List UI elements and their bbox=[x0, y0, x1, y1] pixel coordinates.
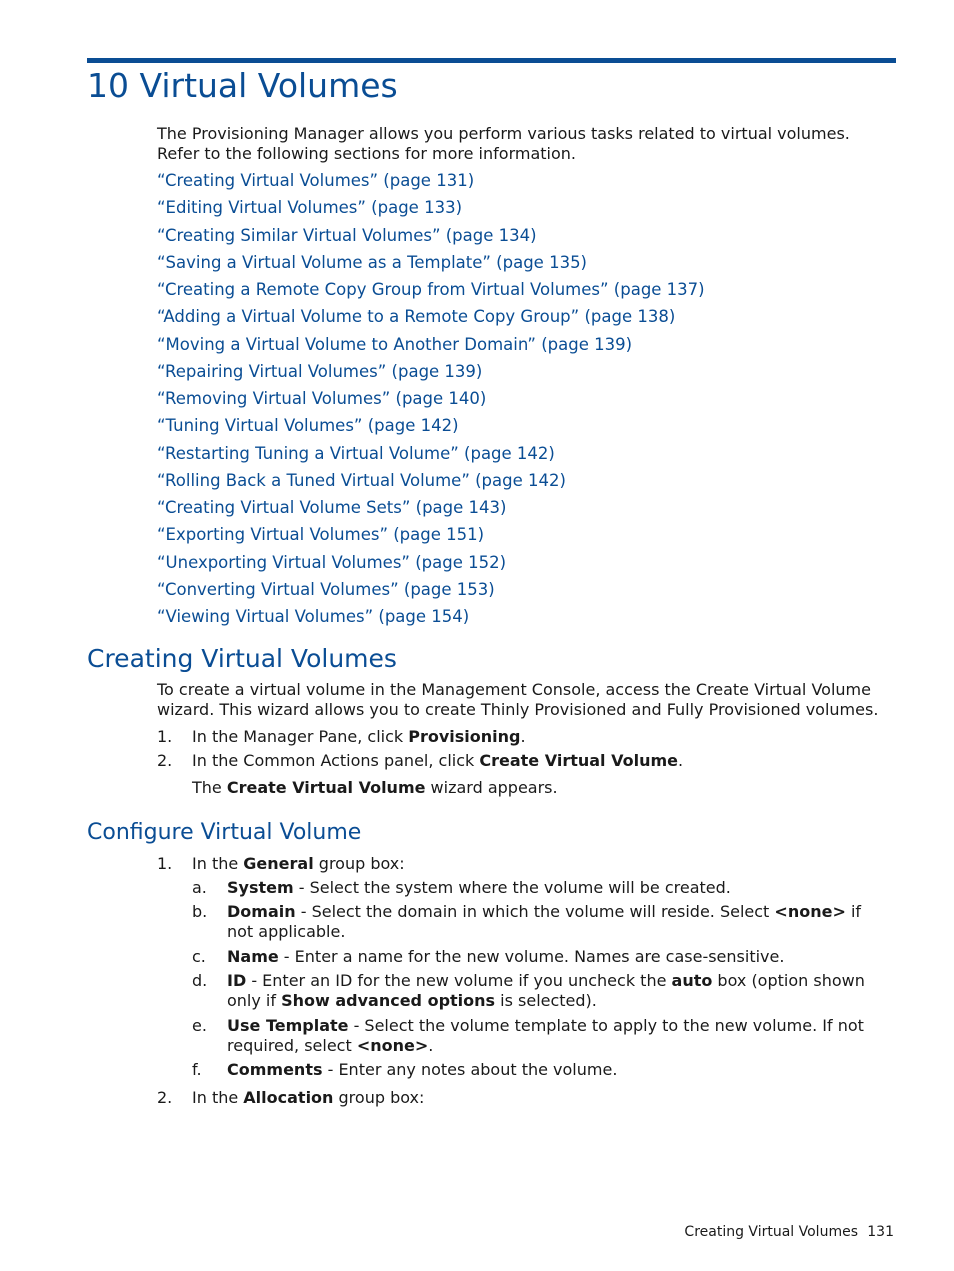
substep-letter: f. bbox=[192, 1060, 202, 1079]
intro-paragraph: The Provisioning Manager allows you perform various tasks related to virtual volumes. Refer to the following sections for more information. bbox=[157, 124, 850, 163]
substep-use-template: Use Template - Select the volume template to apply to the new volume. If not required, select <none>. bbox=[227, 1016, 864, 1055]
substep-letter: d. bbox=[192, 971, 208, 990]
footer-section-name: Creating Virtual Volumes bbox=[684, 1224, 858, 1240]
substep-domain: Domain - Select the domain in which the volume will reside. Select <none> if not applicable. bbox=[227, 902, 862, 941]
substep-letter: c. bbox=[192, 947, 206, 966]
step-number: 2. bbox=[157, 1088, 173, 1107]
link-viewing-virtual-volumes[interactable]: “Viewing Virtual Volumes” (page 154) bbox=[157, 607, 470, 626]
link-adding-to-remote-copy-group[interactable]: “Adding a Virtual Volume to a Remote Copy Group” (page 138) bbox=[157, 307, 676, 327]
section-link-list bbox=[157, 170, 705, 633]
section-title: Creating Virtual Volumes bbox=[87, 644, 397, 673]
step-result: The Create Virtual Volume wizard appears. bbox=[192, 778, 558, 797]
step-number: 1. bbox=[157, 727, 173, 746]
ui-term: General bbox=[243, 854, 314, 873]
link-creating-remote-copy-group[interactable]: “Creating a Remote Copy Group from Virtual Volumes” (page 137) bbox=[157, 280, 705, 299]
link-exporting-virtual-volumes[interactable]: “Exporting Virtual Volumes” (page 151) bbox=[157, 525, 485, 545]
ui-term: Create Virtual Volume bbox=[479, 751, 678, 770]
substep-letter: b. bbox=[192, 902, 208, 921]
step-number: 1. bbox=[157, 854, 173, 873]
ui-term: Allocation bbox=[243, 1088, 334, 1107]
substep-comments: Comments - Enter any notes about the volume. bbox=[227, 1060, 618, 1079]
ui-term: Provisioning bbox=[408, 727, 521, 746]
step-text: In the Allocation group box: bbox=[192, 1088, 425, 1107]
link-creating-virtual-volumes[interactable]: “Creating Virtual Volumes” (page 131) bbox=[157, 171, 475, 190]
section-intro: To create a virtual volume in the Management Console, access the Create Virtual Volume wizard. This wizard allows you to create Thinly Provisioned and Fully Provisioned volumes. bbox=[157, 680, 879, 719]
step-text: In the General group box: bbox=[192, 854, 405, 873]
link-unexporting-virtual-volumes[interactable]: “Unexporting Virtual Volumes” (page 152) bbox=[157, 552, 507, 572]
substep-letter: e. bbox=[192, 1016, 207, 1035]
ui-term: Create Virtual Volume bbox=[226, 778, 426, 797]
link-saving-virtual-volume-template[interactable]: “Saving a Virtual Volume as a Template” (page 135) bbox=[157, 252, 587, 272]
footer-page-number: 131 bbox=[867, 1224, 894, 1240]
substep-id: ID - Enter an ID for the new volume if you uncheck the auto box (option shown only if Show advanced options is selected). bbox=[227, 971, 865, 1010]
step-number: 2. bbox=[157, 751, 173, 770]
link-rolling-back-tuned[interactable]: “Rolling Back a Tuned Virtual Volume” (page 142) bbox=[157, 470, 566, 490]
link-removing-virtual-volumes[interactable]: “Removing Virtual Volumes” (page 140) bbox=[157, 389, 487, 408]
link-creating-similar-virtual-volumes[interactable]: “Creating Similar Virtual Volumes” (page 134) bbox=[157, 225, 537, 245]
substep-letter: a. bbox=[192, 878, 207, 897]
link-repairing-virtual-volumes[interactable]: “Repairing Virtual Volumes” (page 139) bbox=[157, 361, 483, 381]
link-editing-virtual-volumes[interactable]: “Editing Virtual Volumes” (page 133) bbox=[157, 198, 463, 218]
substep-system: System - Select the system where the volume will be created. bbox=[227, 878, 731, 897]
chapter-rule bbox=[87, 58, 896, 63]
step-text: In the Manager Pane, click Provisioning. bbox=[192, 727, 526, 746]
step-text: In the Common Actions panel, click Create Virtual Volume. bbox=[192, 751, 684, 770]
link-converting-virtual-volumes[interactable]: “Converting Virtual Volumes” (page 153) bbox=[157, 579, 495, 599]
link-creating-volume-sets[interactable]: “Creating Virtual Volume Sets” (page 143) bbox=[157, 498, 507, 517]
subsection-title: Configure Virtual Volume bbox=[87, 820, 362, 845]
chapter-title: 10 Virtual Volumes bbox=[87, 66, 398, 105]
link-moving-to-another-domain[interactable]: “Moving a Virtual Volume to Another Domain” (page 139) bbox=[157, 334, 633, 354]
substep-name: Name - Enter a name for the new volume. Names are case-sensitive. bbox=[227, 947, 785, 966]
link-tuning-virtual-volumes[interactable]: “Tuning Virtual Volumes” (page 142) bbox=[157, 416, 459, 436]
link-restarting-tuning[interactable]: “Restarting Tuning a Virtual Volume” (page 142) bbox=[157, 443, 555, 463]
